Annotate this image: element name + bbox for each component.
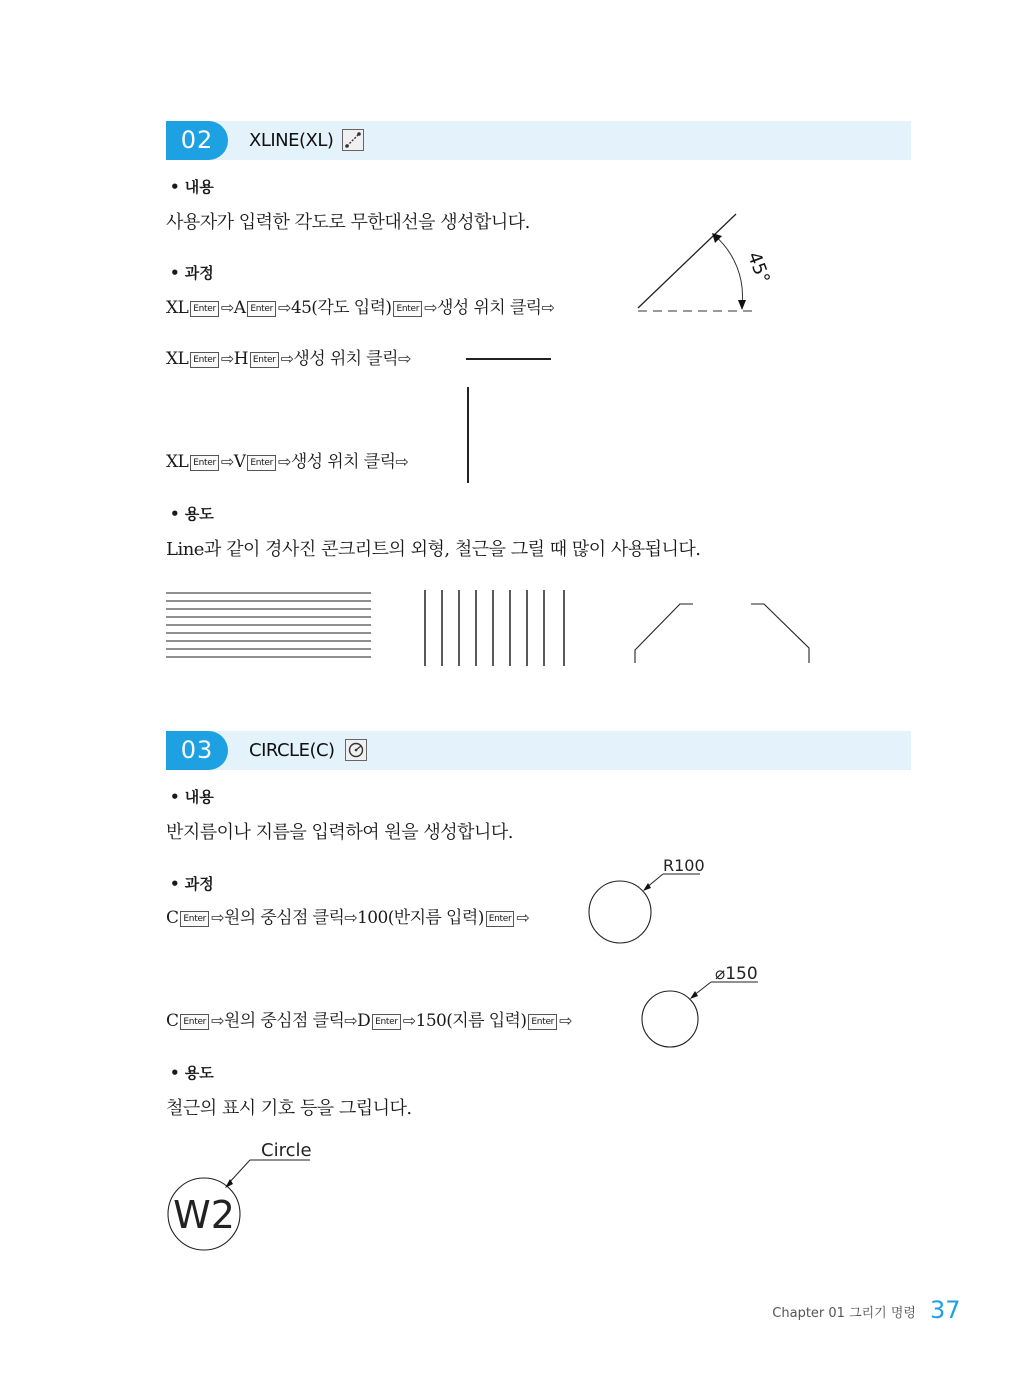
enter-key: Enter [247,301,276,317]
step-text: 150(지름 입력) [415,1011,527,1031]
step-row [166,297,554,319]
step-text: V [233,452,246,472]
enter-key: Enter [372,1014,401,1030]
arrow-right-icon: ⇨ [344,908,358,927]
circle-icon [345,739,367,761]
enter-key: Enter [250,352,279,368]
step-row [166,451,408,473]
arrow-right-icon: ⇨ [395,452,409,471]
arrow-right-icon: ⇨ [344,1011,358,1030]
page-number: 37 [930,1296,961,1324]
arrow-right-icon: ⇨ [278,298,291,317]
content-label: • 내용 [170,178,214,196]
step-text: 100(반지름 입력) [357,908,484,928]
enter-key: Enter [180,911,209,927]
section-header-xline [166,121,911,160]
use-text: Line과 같이 경사진 콘크리트의 외형, 철근을 그릴 때 많이 사용됩니다. [166,539,701,560]
usage-illustration [166,586,816,671]
step-text: 45(각도 입력) [290,298,392,318]
footer-chapter: Chapter 01 그리기 명령 [772,1306,916,1321]
section-header-circle [166,731,911,770]
arrow-right-icon: ⇨ [211,1011,224,1030]
arrow-right-icon: ⇨ [424,298,437,317]
example-text: W2 [173,1193,235,1237]
section-number: 03 [166,731,228,770]
arrow-right-icon: ⇨ [278,452,291,471]
enter-key: Enter [190,352,219,368]
step-text: 생성 위치 클릭 [293,349,398,369]
angle-diagram [630,205,774,325]
diameter-label: ⌀150 [715,964,758,984]
arrow-right-icon: ⇨ [280,349,294,368]
arrow-right-icon: ⇨ [516,908,530,927]
step-text: 생성 위치 클릭 [290,452,396,472]
section-title: XLINE(XL) [249,130,334,151]
step-text: 원의 중심점 클릭 [223,1011,345,1031]
enter-key: Enter [247,455,276,471]
section-title: CIRCLE(C) [249,740,335,761]
rebar-symbol-diagram [164,1132,324,1257]
horizontal-xline [466,358,551,360]
enter-key: Enter [190,455,219,471]
arrow-right-icon: ⇨ [220,298,234,317]
radius-circle-diagram [580,852,710,952]
arrow-right-icon: ⇨ [541,298,555,317]
enter-key: Enter [393,301,422,317]
step-row [166,907,529,929]
step-text: XL [166,298,189,318]
use-text: 철근의 표시 기호 등을 그립니다. [166,1098,412,1119]
step-text: C [166,1011,179,1031]
step-text: 생성 위치 클릭 [436,298,542,318]
step-row [166,1010,572,1032]
xline-icon [342,129,364,151]
step-text: 원의 중심점 클릭 [223,908,345,928]
content-label: • 내용 [170,788,214,806]
arrow-right-icon: ⇨ [402,1011,416,1030]
process-label: • 과정 [170,264,214,282]
step-text: H [233,349,248,369]
arrow-right-icon: ⇨ [220,452,234,471]
vertical-xline [467,387,469,483]
diameter-circle-diagram [635,958,765,1053]
step-text: XL [166,452,189,472]
arrow-right-icon: ⇨ [559,1011,572,1030]
enter-key: Enter [528,1014,557,1030]
angle-label: 45° [743,249,774,287]
section-number: 02 [166,121,228,160]
arrow-right-icon: ⇨ [397,349,411,368]
use-label: • 용도 [170,505,214,523]
step-row [166,348,411,370]
step-text: XL [166,349,189,369]
content-text: 반지름이나 지름을 입력하여 원을 생성합니다. [166,822,513,843]
radius-label: R100 [663,856,705,875]
content-text: 사용자가 입력한 각도로 무한대선을 생성합니다. [166,212,530,233]
example-label: Circle [261,1140,312,1161]
enter-key: Enter [180,1014,209,1030]
process-label: • 과정 [170,875,214,893]
step-text: A [233,298,246,318]
arrow-right-icon: ⇨ [220,349,234,368]
step-text: C [166,908,179,928]
enter-key: Enter [486,911,515,927]
use-label: • 용도 [170,1064,214,1082]
enter-key: Enter [190,301,219,317]
step-text: D [357,1011,371,1031]
arrow-right-icon: ⇨ [211,908,224,927]
